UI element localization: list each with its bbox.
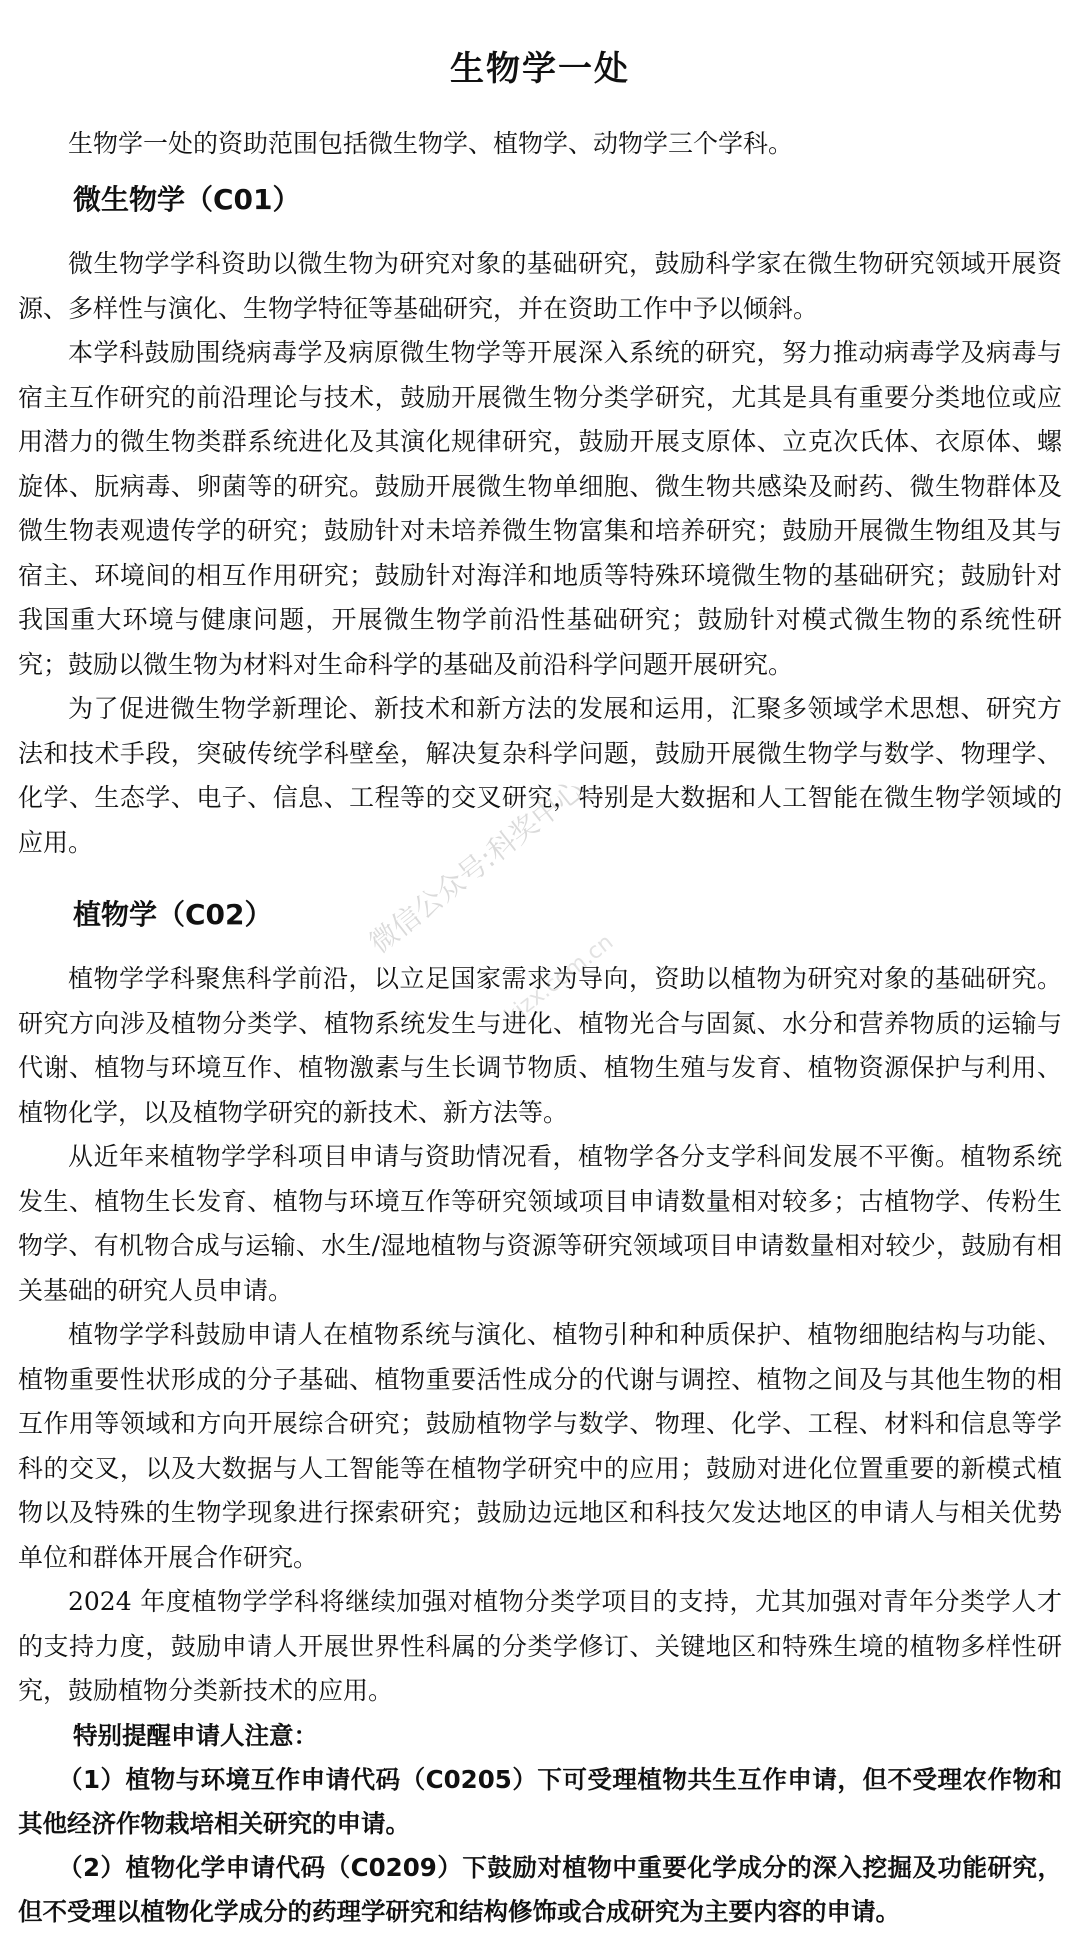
page-title: 生物学一处 [450, 49, 630, 89]
microbiology-paragraph-2: 本学科鼓励围绕病毒学及病原微生物学等开展深入系统的研究，努力推动病毒学及病毒与宿主互作研究的前沿理论与技术，鼓励开展微生物分类学研究，尤其是具有重要分类地位或应用潜力的微生物类群系统进化及其演化规律研究，鼓励开展支原体、立克次氏体、衣原体、螺旋体、朊病毒、卵菌等的研究。鼓励开展微生物单细胞、微生物共感染及耐药、微生物群体及微生物表观遗传学的研究；鼓励针对未培养微生物富集和培养研究；鼓励开展微生物组及其与宿主、环境间的相互作用研究；鼓励针对海洋和地质等特殊环境微生物的基础研究；鼓励针对我国重大环境与健康问题，开展微生物学前沿性基础研究；鼓励针对模式微生物的系统性研究；鼓励以微生物为材料对生命科学的基础及前沿科学问题开展研究。 [18, 338, 1062, 679]
botany-paragraph-3: 植物学学科鼓励申请人在植物系统与演化、植物引种和种质保护、植物细胞结构与功能、植物重要性状形成的分子基础、植物重要活性成分的代谢与调控、植物之间及与其他生物的相互作用等领域和方向开展综合研究；鼓励植物学与数学、物理、化学、工程、材料和信息等学科的交叉，以及大数据与人工智能等在植物学研究中的应用；鼓励对进化位置重要的新模式植物以及特殊的生物学现象进行探索研究；鼓励边远地区和科技欠发达地区的申请人与相关优势单位和群体开展合作研究。 [18, 1320, 1062, 1572]
notice-item-2: （2）植物化学申请代码（C0209）下鼓励对植物中重要化学成分的深入挖掘及功能研究，但不受理以植物化学成分的药理学研究和结构修饰或合成研究为主要内容的申请。 [18, 1852, 1062, 1926]
botany-paragraph-2: 从近年来植物学学科项目申请与资助情况看，植物学各分支学科间发展不平衡。植物系统发生、植物生长发育、植物与环境互作等研究领域项目申请数量相对较多；古植物学、传粉生物学、有机物合成与运输、水生/湿地植物与资源等研究领域项目申请数量相对较少，鼓励有相关基础的研究人员申请。 [18, 1142, 1062, 1305]
intro-paragraph: 生物学一处的资助范围包括微生物学、植物学、动物学三个学科。 [68, 129, 794, 158]
watermark-url: kjzx.com.cn [500, 929, 619, 1030]
watermark-text: 微信公众号:科奖中心 [363, 772, 590, 960]
section-botany [18, 891, 1062, 1934]
notice-label: 特别提醒申请人注意： [73, 1720, 318, 1750]
microbiology-paragraph-3: 为了促进微生物学新理论、新技术和新方法的发展和运用，汇聚多领域学术思想、研究方法和技术手段，突破传统学科壁垒，解决复杂科学问题，鼓励开展微生物学与数学、物理学、化学、生态学、电子、信息、工程等的交叉研究，特别是大数据和人工智能在微生物学领域的应用。 [18, 694, 1062, 857]
microbiology-paragraph-1: 微生物学学科资助以微生物为研究对象的基础研究，鼓励科学家在微生物研究领域开展资源、多样性与演化、生物学特征等基础研究，并在资助工作中予以倾斜。 [18, 249, 1062, 323]
section-microbiology [18, 176, 1062, 865]
botany-paragraph-1: 植物学学科聚焦科学前沿，以立足国家需求为导向，资助以植物为研究对象的基础研究。研究方向涉及植物分类学、植物系统发生与进化、植物光合与固氮、水分和营养物质的运输与代谢、植物与环境互作、植物激素与生长调节物质、植物生殖与发育、植物资源保护与利用、植物化学，以及植物学研究的新技术、新方法等。 [18, 964, 1062, 1127]
botany-paragraph-4: 2024 年度植物学学科将继续加强对植物分类学项目的支持，尤其加强对青年分类学人才的支持力度，鼓励申请人开展世界性科属的分类学修订、关键地区和特殊生境的植物多样性研究，鼓励植物分类新技术的应用。 [18, 1587, 1062, 1705]
section-heading-botany: 植物学（C02） [73, 898, 273, 931]
notice-item-1: （1）植物与环境互作申请代码（C0205）下可受理植物共生互作申请，但不受理农作物和其他经济作物栽培相关研究的申请。 [18, 1764, 1062, 1838]
section-heading-microbiology: 微生物学（C01） [73, 183, 301, 216]
